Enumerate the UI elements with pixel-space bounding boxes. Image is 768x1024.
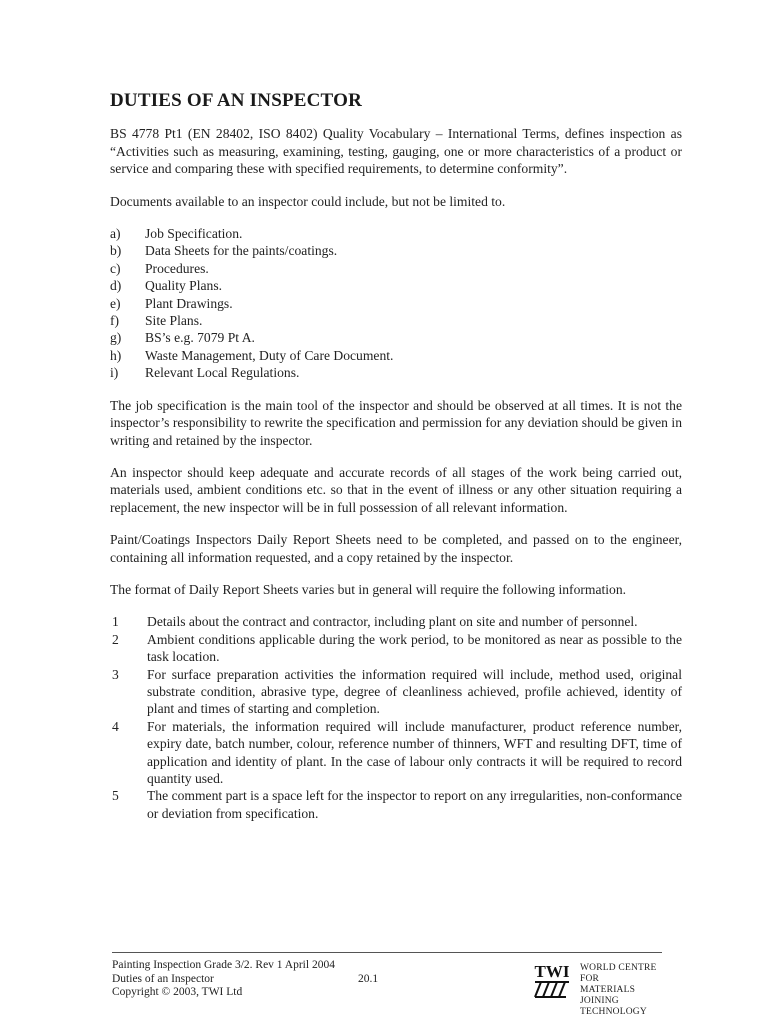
list-text: Plant Drawings. — [145, 295, 233, 311]
list-text: For materials, the information required will include manufacturer, product reference number, expiry date, batch number, colour, reference number of thinners, WFT and resulting DFT, time of application and identity of plant. In the case of labour only contracts it will be required to record quantity used. — [147, 718, 682, 786]
list-item — [110, 295, 682, 312]
list-item — [110, 364, 682, 381]
list-marker: 5 — [112, 788, 119, 804]
list-item — [110, 312, 682, 329]
footer-course: Painting Inspection Grade 3/2. Rev 1 April 2004 — [112, 959, 335, 971]
list-text: For surface preparation activities the information required will include, method used, original substrate condition, abrasive type, degree of cleanliness achieved, profile achieved, identity of plant and times of starting and completion. — [147, 666, 682, 717]
list-item — [110, 347, 682, 364]
org-line-3: TECHNOLOGY — [580, 1007, 647, 1017]
list-marker: b) — [110, 243, 122, 259]
list-text: Procedures. — [145, 260, 209, 276]
list-marker: f) — [110, 313, 120, 329]
daily-report-paragraph: Paint/Coatings Inspectors Daily Report Sheets need to be completed, and passed on to the engineer, containing all information requested, and a copy retained by the inspector. — [110, 532, 682, 565]
list-text: The comment part is a space left for the inspector to report on any irregularities, non-conformance or deviation from specification. — [147, 788, 682, 821]
list-item — [110, 631, 682, 666]
footer-section: Duties of an Inspector — [112, 972, 214, 985]
page-number: 20.1 — [358, 973, 379, 985]
page-footer — [112, 952, 662, 1023]
report-items-list — [110, 613, 682, 822]
footer-left — [112, 959, 335, 1000]
list-text: Job Specification. — [145, 226, 243, 242]
list-marker: 1 — [112, 614, 119, 630]
org-line-2: MATERIALS JOINING — [580, 985, 636, 1006]
list-item — [110, 277, 682, 294]
list-marker: d) — [110, 278, 122, 294]
list-item — [110, 260, 682, 277]
list-marker: 2 — [112, 631, 119, 647]
org-line-1: WORLD CENTRE FOR — [580, 963, 657, 984]
list-marker: 4 — [112, 718, 119, 734]
job-spec-paragraph: The job specification is the main tool of the inspector and should be observed at all times. It is not the inspector’s responsibility to rewrite the specification and permission for any deviation should be given in writing and retained by the inspector. — [110, 397, 682, 448]
list-text: Ambient conditions applicable during the work period, to be monitored as near as possible to the task location. — [147, 631, 682, 665]
list-item — [110, 329, 682, 346]
footer-org — [580, 963, 662, 1018]
documents-list — [110, 225, 682, 382]
list-item — [110, 666, 682, 718]
footer-copyright: Copyright © 2003, TWI Ltd — [112, 986, 243, 998]
list-marker: g) — [110, 330, 122, 346]
list-text: Data Sheets for the paints/coatings. — [145, 243, 338, 259]
documents-lead-paragraph: Documents available to an inspector could include, but not be limited to. — [110, 193, 506, 209]
list-text: Quality Plans. — [145, 278, 223, 294]
list-text: Relevant Local Regulations. — [145, 365, 300, 381]
format-paragraph: The format of Daily Report Sheets varies but in general will require the following information. — [110, 581, 627, 597]
list-marker: e) — [110, 295, 121, 311]
list-text: Site Plans. — [145, 313, 203, 329]
list-text: Details about the contract and contractor, including plant on site and number of personnel. — [147, 614, 638, 630]
list-item — [110, 718, 682, 788]
twi-logo-icon — [532, 961, 572, 999]
logo-stripes — [535, 982, 565, 997]
logo-text: TWI — [534, 962, 570, 981]
list-text: BS’s e.g. 7079 Pt A. — [145, 330, 255, 346]
records-paragraph: An inspector should keep adequate and accurate records of all stages of the work being carried out, materials used, ambient conditions etc. so that in the event of illness or any other situation requiring a replacement, the new inspector will be in full possession of all relevant information. — [110, 464, 682, 515]
list-marker: 3 — [112, 666, 119, 682]
page-title: DUTIES OF AN INSPECTOR — [110, 90, 362, 111]
list-item — [110, 613, 682, 630]
list-item — [110, 225, 682, 242]
intro-paragraph: BS 4778 Pt1 (EN 28402, ISO 8402) Quality Vocabulary – International Terms, defines inspection as “Activities such as measuring, examining, testing, gauging, one or more characteristics of a product or service and comparing these with specified requirements, to determine conformity”. — [110, 126, 682, 177]
list-text: Waste Management, Duty of Care Document. — [145, 347, 394, 363]
list-marker: c) — [110, 260, 121, 276]
list-marker: h) — [110, 347, 122, 363]
list-marker: i) — [110, 365, 119, 381]
list-item — [110, 242, 682, 259]
list-marker: a) — [110, 226, 121, 242]
page-content — [110, 92, 682, 837]
list-item — [110, 787, 682, 822]
